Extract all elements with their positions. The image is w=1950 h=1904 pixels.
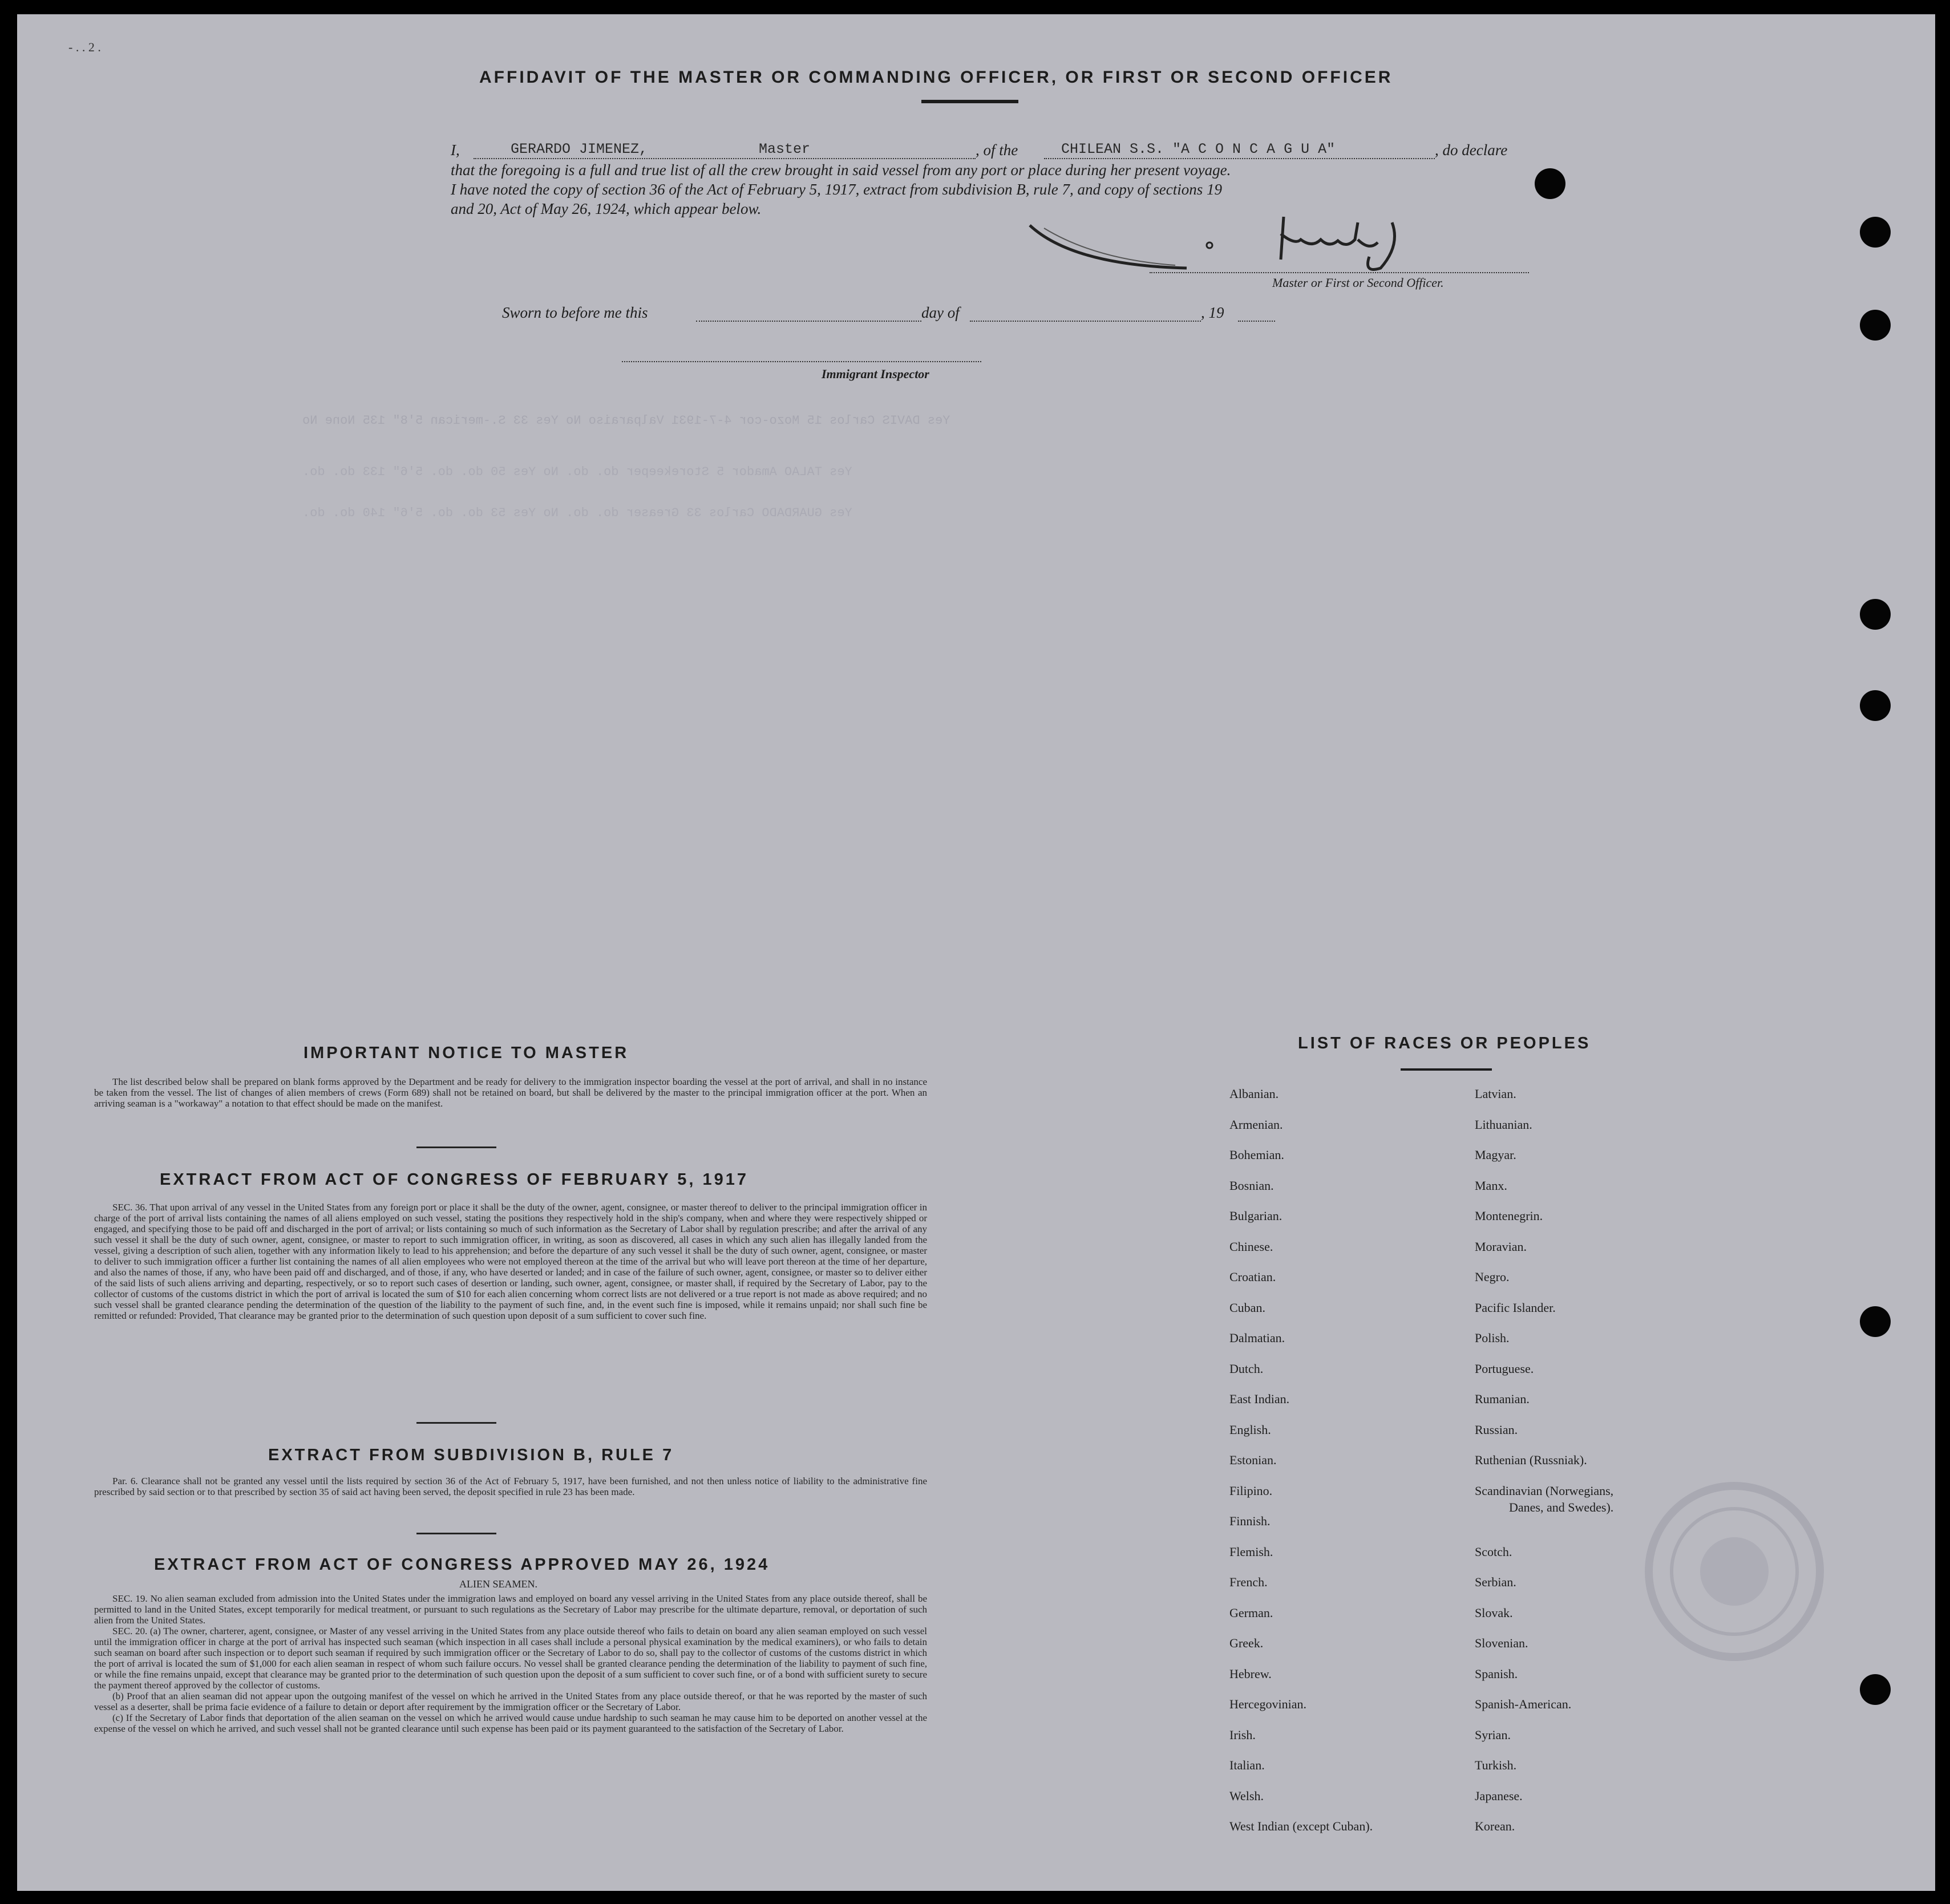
race-item: Cuban.: [1229, 1300, 1265, 1315]
race-item: Polish.: [1475, 1331, 1510, 1345]
notice-title: IMPORTANT NOTICE TO MASTER: [304, 1044, 629, 1062]
punch-hole: [1860, 217, 1891, 248]
year-text: , 19: [1201, 304, 1224, 321]
extract-1924-text: [94, 1593, 927, 1734]
races-column-2: [1475, 1087, 1613, 1850]
race-item: Spanish.: [1475, 1666, 1518, 1681]
races-column-1: [1229, 1087, 1373, 1850]
sec20c-text: (c) If the Secretary of Labor finds that deportation of the alien seaman on the vessel on which he arrived would cause undue hardship to such seaman he may cause him to be deported on another vessel at the expense of the vessel on which he arrived, and such vessel shall not be granted clearance until such expense has been paid or its payment guaranteed to the satisfaction of the Secretary of Labor.: [94, 1712, 927, 1734]
bleed-through-row: Yes GUARDADO Carlos 33 Greaser do. do. No Yes 53 do. do. 5'6" 140 do. do.: [302, 506, 852, 520]
race-item: German.: [1229, 1605, 1273, 1620]
affidavit-line-4: and 20, Act of May 26, 1924, which appear below.: [451, 200, 762, 217]
race-item: Slovak.: [1475, 1605, 1513, 1620]
extract-1917-title: EXTRACT FROM ACT OF CONGRESS OF FEBRUARY 5, 1917: [160, 1170, 749, 1189]
title-rule: [921, 100, 1018, 103]
bleed-through-row: Yes TALAO Amador 5 Storekeeper do. do. No Yes 50 do. do. 5'6" 133 do. do.: [302, 465, 852, 479]
race-item: Slovenian.: [1475, 1636, 1528, 1650]
punch-hole: [1860, 599, 1891, 630]
race-item: Albanian.: [1229, 1087, 1279, 1101]
punch-hole: [1535, 168, 1565, 199]
alien-seamen-subtitle: ALIEN SEAMEN.: [459, 1578, 537, 1590]
race-item: Manx.: [1475, 1178, 1507, 1193]
race-item: Korean.: [1475, 1819, 1515, 1833]
embossed-seal: [1637, 1474, 1831, 1668]
declare-text: , do declare: [1435, 141, 1508, 159]
punch-hole: [1860, 1674, 1891, 1705]
race-item: Scandinavian (Norwegians,: [1475, 1483, 1614, 1498]
extract-1924-title: EXTRACT FROM ACT OF CONGRESS APPROVED MAY 26, 1924: [154, 1555, 770, 1574]
master-name: GERARDO JIMENEZ,: [511, 141, 648, 157]
of-the-text: , of the: [976, 141, 1018, 159]
signature-caption: Master or First or Second Officer.: [1272, 276, 1444, 290]
race-item: Negro.: [1475, 1270, 1510, 1284]
races-rule: [1401, 1068, 1492, 1071]
race-item: Rumanian.: [1475, 1392, 1530, 1406]
master-signature: [1027, 211, 1506, 285]
race-item: Dutch.: [1229, 1361, 1264, 1376]
affidavit-line-3: I have noted the copy of section 36 of the Act of February 5, 1917, extract from subdivision B, rule 7, and copy of sections 19: [451, 181, 1222, 198]
race-item: Bohemian.: [1229, 1148, 1284, 1162]
race-item: Italian.: [1229, 1758, 1265, 1772]
sec20b-text: (b) Proof that an alien seaman did not appear upon the outgoing manifest of the vessel on which he arrived in the United States from any place outside thereof, or that he was reported by the master of such vessel as a deserter, shall be prima facie evidence of a failure to detain or deport after requirement by the immigration officer or the Secretary of Labor.: [94, 1691, 927, 1712]
race-item: Armenian.: [1229, 1117, 1283, 1132]
rule7-text: Par. 6. Clearance shall not be granted any vessel until the lists required by section 36 of the Act of February 5, 1917, have been furnished, and not then unless notice of liability to the administrative fine prescribed by said section or to that prescribed by section 35 of said act having been served, the deposit specified in rule 23 has been made.: [94, 1476, 927, 1497]
race-item: Portuguese.: [1475, 1361, 1534, 1376]
sworn-text: Sworn to before me this: [502, 304, 648, 321]
race-item: English.: [1229, 1422, 1271, 1437]
page-mark: - . . 2 .: [68, 40, 101, 54]
race-item: Syrian.: [1475, 1727, 1511, 1742]
master-title: Master: [759, 141, 811, 157]
race-item: Hebrew.: [1229, 1666, 1272, 1681]
races-title: LIST OF RACES OR PEOPLES: [1298, 1034, 1591, 1052]
race-item: Greek.: [1229, 1636, 1264, 1650]
race-item: Russian.: [1475, 1422, 1518, 1437]
race-item: Bosnian.: [1229, 1178, 1274, 1193]
race-item: Croatian.: [1229, 1270, 1276, 1284]
rule7-title: EXTRACT FROM SUBDIVISION B, RULE 7: [268, 1446, 674, 1464]
race-item: Ruthenian (Russniak).: [1475, 1453, 1587, 1467]
manifest-page: [17, 14, 1935, 1891]
race-item: Turkish.: [1475, 1758, 1517, 1772]
notice-text: The list described below shall be prepared on blank forms approved by the Department and be ready for delivery to the immigration inspector boarding the vessel at the port of arrival, and shall in no instance be taken from the vessel. The list of changes of alien members of crews (Form 689) shall not be retained on board, but shall be delivered by the master to the principal immigration officer at the port. When an arriving seaman is a "workaway" a notation to that effect should be made on the manifest.: [94, 1076, 927, 1109]
race-item: Dalmatian.: [1229, 1331, 1285, 1345]
race-item: Latvian.: [1475, 1087, 1516, 1101]
race-item: Scotch.: [1475, 1544, 1512, 1559]
race-item: Moravian.: [1475, 1239, 1527, 1254]
affidavit-pronoun: I,: [451, 141, 460, 159]
race-item: Lithuanian.: [1475, 1117, 1532, 1132]
race-item: Bulgarian.: [1229, 1209, 1283, 1223]
race-item: West Indian (except Cuban).: [1229, 1819, 1373, 1833]
day-of-text: day of: [921, 304, 960, 321]
extract-1917-text: SEC. 36. That upon arrival of any vessel in the United States from any foreign port or place it shall be the duty of the owner, agent, consignee, or master thereof to deliver to the principal immigration officer in charge of the port of arrival lists containing the names of all aliens employed on such vessel, stating the positions they respectively hold in the ship's company, when and where they were respectively shipped or engaged, and specifying those to be paid off and discharged in the port of arrival; or lists containing so much of such information as the Secretary of Labor shall by regulation prescribe; and after the arrival of any such vessel it shall be the duty of such owner, agent, consignee, or master to report to such immigration officer, in writing, as soon as discovered, all cases in which any such alien has illegally landed from the vessel, giving a description of such alien, together with any information likely to lead to his apprehension; and before the departure of any such vessel it shall be the duty of such owner, agent, consignee, or master to deliver to such immigration officer a further list containing the names of all alien employees who were not employed thereon at the time of the arrival but who will leave port thereon at the time of her departure, and also the names of those, if any, who have been paid off and discharged, and of those, if any, who have deserted or landed; and in case of the failure of such owner, agent, consignee, or master so to deliver either of the said lists of such aliens arriving and departing, respectively, or so to report such cases of desertion or landing, such owner, agent, consignee, or master shall, if required by the Secretary of Labor, pay to the collector of customs of the customs district in which the port of arrival is located the sum of $10 for each alien concerning whom correct lists are not delivered or a true report is not made as above required; and no such vessel shall be granted clearance pending the determination of the question of the liability to the payment of such fine, and, in the event such fine is imposed, while it remains unpaid; nor shall such fine be remitted or refunded: Provided, That clearance may be granted prior to the determination of such question upon deposit of a sum sufficient to cover such fine.: [94, 1202, 927, 1321]
race-item: Filipino.: [1229, 1483, 1273, 1498]
race-item: Japanese.: [1475, 1788, 1523, 1803]
punch-hole: [1860, 1306, 1891, 1337]
race-item: Montenegrin.: [1475, 1209, 1543, 1223]
race-item: Danes, and Swedes).: [1509, 1500, 1614, 1514]
inspector-caption: Immigrant Inspector: [822, 367, 929, 381]
race-item: Pacific Islander.: [1475, 1300, 1556, 1315]
race-item: Finnish.: [1229, 1514, 1271, 1528]
race-item: Magyar.: [1475, 1148, 1516, 1162]
race-item: Serbian.: [1475, 1575, 1516, 1589]
sec19-text: SEC. 19. No alien seaman excluded from admission into the United States under the immigration laws and employed on board any vessel arriving in the United States from any place outside thereof, shall be permitted to land in the United States, except temporarily for medical treatment, or pursuant to such regulations as the Secretary of Labor may prescribe for the ultimate departure, removal, or deportation of such alien from the United States.: [94, 1593, 927, 1626]
vessel-name: CHILEAN S.S. "A C O N C A G U A": [1061, 141, 1336, 157]
race-item: East Indian.: [1229, 1392, 1290, 1406]
race-item: French.: [1229, 1575, 1268, 1589]
punch-hole: [1860, 690, 1891, 721]
race-item: Welsh.: [1229, 1788, 1264, 1803]
race-item: Spanish-American.: [1475, 1697, 1572, 1711]
bleed-through-row: Yes DAVIS Carlos 15 Mozo-cor 4-7-1931 Valparaiso No Yes 33 S.-merican 5'8" 135 None No: [302, 414, 950, 428]
race-item: Chinese.: [1229, 1239, 1273, 1254]
race-item: Flemish.: [1229, 1544, 1273, 1559]
affidavit-title: AFFIDAVIT OF THE MASTER OR COMMANDING OFFICER, OR FIRST OR SECOND OFFICER: [479, 68, 1393, 87]
race-item: Hercegovinian.: [1229, 1697, 1306, 1711]
race-item: Irish.: [1229, 1727, 1256, 1742]
race-item: Estonian.: [1229, 1453, 1277, 1467]
punch-hole: [1860, 310, 1891, 341]
affidavit-line-2: that the foregoing is a full and true list of all the crew brought in said vessel from any port or place during her present voyage.: [451, 161, 1231, 179]
sec20a-text: SEC. 20. (a) The owner, charterer, agent, consignee, or Master of any vessel arriving in the United States from any place outside thereof who fails to detain on board any alien seaman employed on such vessel until the immigration officer in charge at the port of arrival has inspected such seaman (which inspection in all cases shall include a personal physical examination by the medical examiners), or who fails to detain such seaman on board after such inspection or to deport such seaman if required by such immigration officer or the Secretary of Labor to do so, shall pay to the collector of customs of the customs district in which the port of arrival is located the sum of $1,000 for each alien seaman in respect of whom such failure occurs. No vessel shall be granted clearance pending the determination of the liability to payment of such fine, or while the fine remains unpaid, except that clearance may be granted prior to the determination of such question upon the deposit of a sum sufficient to cover such fine, or of a bond with sufficient surety to secure the payment thereof approved by the collector of customs.: [94, 1626, 927, 1691]
